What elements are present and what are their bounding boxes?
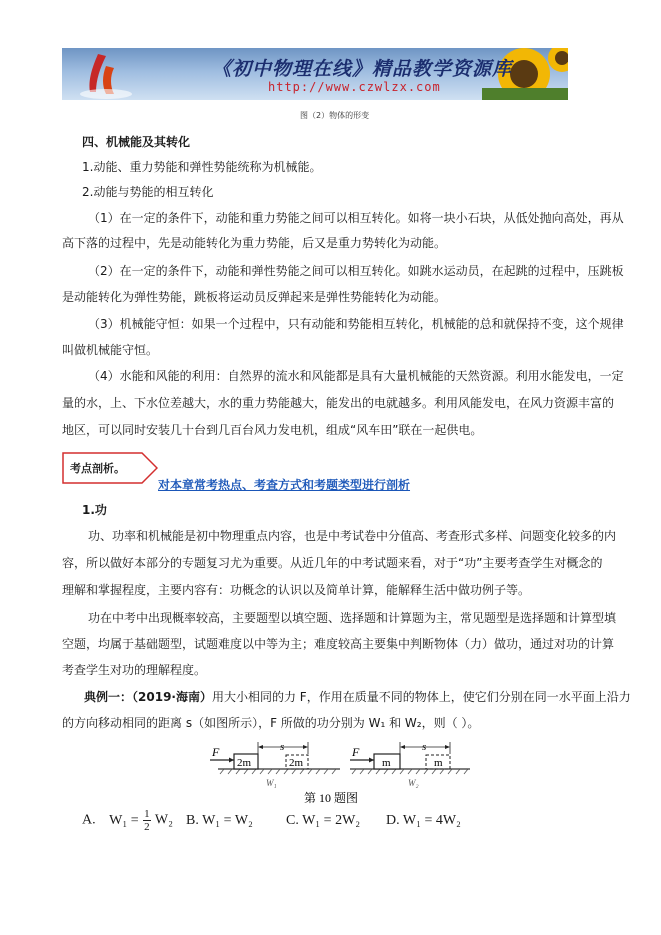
section-heading: 四、机械能及其转化 xyxy=(82,135,191,149)
paragraph-5-line-1: （3）机械能守恒：如果一个过程中，只有动能和势能相互转化，机械能的总和就保持不变，这个规律 xyxy=(88,317,624,331)
header-banner xyxy=(62,48,568,100)
paragraph-1: 1.动能、重力势能和弹性势能统称为机械能。 xyxy=(82,160,322,174)
paragraph-3-line-2: 高下落的过程中，先是动能转化为重力势能，后又是重力势转化为动能。 xyxy=(62,236,447,250)
right-mass-moved-label: m xyxy=(434,757,443,769)
option-a-label: A. xyxy=(82,812,96,828)
left-mass-label: 2m xyxy=(237,757,252,769)
paragraph-4-line-2: 是动能转化为弹性势能，跳板将运动员反弹起来是弹性势能转化为动能。 xyxy=(62,290,447,304)
left-distance-label: s xyxy=(280,741,285,753)
option-a-lhs: W₁ = xyxy=(109,812,139,828)
figure-right xyxy=(350,741,470,788)
example-source: （2019·海南） xyxy=(132,690,212,704)
example-text-1: 用大小相同的力 F，作用在质量不同的物体上，使它们分别在同一水平面上沿力 xyxy=(211,690,631,704)
work-para2-line-1: 功在中考中出现概率较高，主要题型以填空题、选择题和计算题为主，常见题型是选择题和计算型填 xyxy=(88,611,617,625)
example-line-2: 的方向移动相同的距离 s（如图所示），F 所做的功分别为 W₁ 和 W₂，则（ ）。 xyxy=(62,716,480,730)
example-figure xyxy=(200,738,480,808)
paragraph-6-line-1: （4）水能和风能的利用：自然界的流水和风能都是具有大量机械能的天然资源。利用水能发电，一定 xyxy=(88,369,624,383)
option-a[interactable] xyxy=(82,808,173,833)
right-force-label: F xyxy=(352,745,360,759)
option-c[interactable]: C. W₁ = 2W₂ xyxy=(286,813,361,828)
work-para1-line-2: 容，所以做好本部分的专题复习尤为重要。从近几年的中考试题来看，对于“功”主要考查学生对概念的 xyxy=(62,556,603,570)
work-heading: 1.功 xyxy=(82,503,107,517)
kaodian-tag xyxy=(62,452,158,484)
kaodian-subtitle: 对本章常考热点、考查方式和考题类型进行剖析 xyxy=(158,478,411,492)
right-distance-label: s xyxy=(422,741,427,753)
banner-url: http://www.czwlzx.com xyxy=(268,80,441,94)
left-mass-moved-label: 2m xyxy=(289,757,304,769)
logo-icon xyxy=(80,54,132,99)
example-label: 典例一： xyxy=(84,690,133,704)
option-a-fraction xyxy=(143,808,151,833)
paragraph-6-line-3: 地区，可以同时安装几十台到几百台风力发电机，组成“风车田”联在一起供电。 xyxy=(62,423,483,437)
paragraph-4-line-1: （2）在一定的条件下，动能和弹性势能之间可以相互转化。如跳水运动员，在起跳的过程中，压跳板 xyxy=(88,264,624,278)
work-para1-line-3: 理解和掌握程度，主要内容有：功概念的认识以及简单计算，能解释生活中做功例子等。 xyxy=(62,583,531,597)
left-force-label: F xyxy=(212,745,220,759)
work-para2-line-2: 空题，均属于基础题型，试题难度以中等为主；难度较高主要集中判断物体（力）做功，通过对功的计算 xyxy=(62,637,615,651)
option-a-rhs: W₂ xyxy=(154,812,173,828)
kaodian-tag-label: 考点剖析。 xyxy=(70,462,125,475)
option-d[interactable]: D. W₁ = 4W₂ xyxy=(386,813,461,828)
example-line-1 xyxy=(84,689,631,705)
right-work-label: W₂ xyxy=(408,778,419,788)
paragraph-6-line-2: 量的水，上、下水位差越大，水的重力势能越大，能发出的电就越多。利用风能发电，在风力资源丰富的 xyxy=(62,396,615,410)
paragraph-2: 2.动能与势能的相互转化 xyxy=(82,185,214,199)
figure-caption: 第 10 题图 xyxy=(304,791,359,805)
option-a-numerator: 1 xyxy=(144,808,150,820)
option-b[interactable]: B. W₁ = W₂ xyxy=(186,813,253,828)
banner-title: 《初中物理在线》精品教学资源库 xyxy=(212,58,513,80)
figure-caption-top: 图（2）物体的形变 xyxy=(300,111,370,120)
paragraph-5-line-2: 叫做机械能守恒。 xyxy=(62,343,159,357)
left-work-label: W₁ xyxy=(266,778,277,788)
work-para1-line-1: 功、功率和机械能是初中物理重点内容，也是中考试卷中分值高、考查形式多样、问题变化较多的内 xyxy=(88,529,617,543)
right-mass-label: m xyxy=(382,757,391,769)
option-a-denominator: 2 xyxy=(144,821,150,833)
paragraph-3-line-1: （1）在一定的条件下，动能和重力势能之间可以相互转化。如将一块小石块，从低处抛向高处，再从 xyxy=(88,211,624,225)
work-para2-line-3: 考查学生对功的理解程度。 xyxy=(62,663,207,677)
figure-left xyxy=(210,741,340,788)
